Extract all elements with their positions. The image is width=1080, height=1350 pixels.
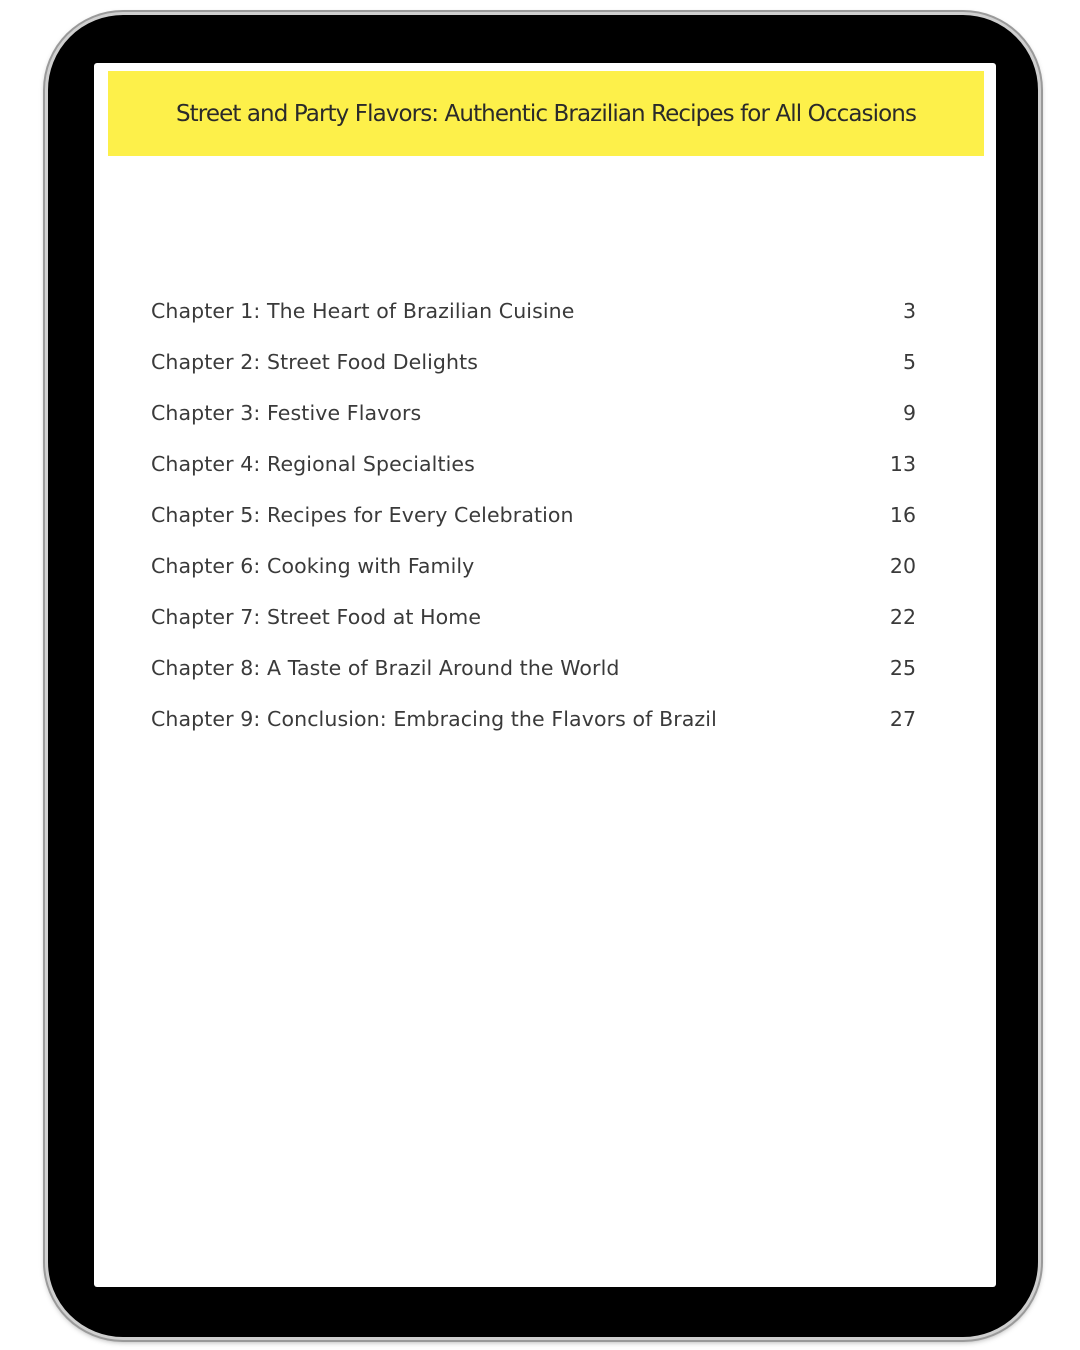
toc-entry-label: Chapter 9: Conclusion: Embracing the Flavors of Brazil: [151, 706, 717, 731]
toc-entry-label: Chapter 4: Regional Specialties: [151, 452, 475, 477]
table-of-contents: [151, 286, 916, 744]
toc-entry-page: 20: [889, 553, 916, 578]
toc-entry-page: 3: [902, 299, 916, 324]
title-banner: [108, 71, 984, 156]
toc-entry-6[interactable]: [151, 540, 916, 591]
toc-entry-label: Chapter 1: The Heart of Brazilian Cuisine: [151, 299, 575, 324]
toc-entry-label: Chapter 8: A Taste of Brazil Around the World: [151, 655, 620, 680]
toc-entry-4[interactable]: [151, 439, 916, 490]
toc-entry-page: 27: [889, 706, 916, 731]
toc-entry-label: Chapter 7: Street Food at Home: [151, 604, 482, 629]
toc-entry-page: 13: [889, 452, 916, 477]
toc-entry-3[interactable]: [151, 388, 916, 439]
toc-entry-9[interactable]: [151, 693, 916, 744]
book-title: Street and Party Flavors: Authentic Brazilian Recipes for All Occasions: [175, 100, 917, 127]
toc-entry-page: 9: [902, 401, 916, 426]
toc-entry-label: Chapter 6: Cooking with Family: [151, 553, 475, 578]
toc-entry-label: Chapter 3: Festive Flavors: [151, 401, 422, 426]
toc-entry-page: 25: [889, 655, 916, 680]
toc-entry-1[interactable]: [151, 286, 916, 337]
toc-entry-5[interactable]: [151, 490, 916, 541]
toc-entry-2[interactable]: [151, 337, 916, 388]
toc-entry-label: Chapter 5: Recipes for Every Celebration: [151, 503, 574, 527]
toc-entry-page: 5: [902, 350, 916, 375]
toc-entry-7[interactable]: [151, 591, 916, 642]
tablet-screen: [94, 63, 996, 1287]
toc-entry-page: 16: [889, 503, 916, 527]
toc-entry-page: 22: [889, 604, 916, 629]
toc-entry-label: Chapter 2: Street Food Delights: [151, 350, 479, 375]
toc-entry-8[interactable]: [151, 642, 916, 693]
